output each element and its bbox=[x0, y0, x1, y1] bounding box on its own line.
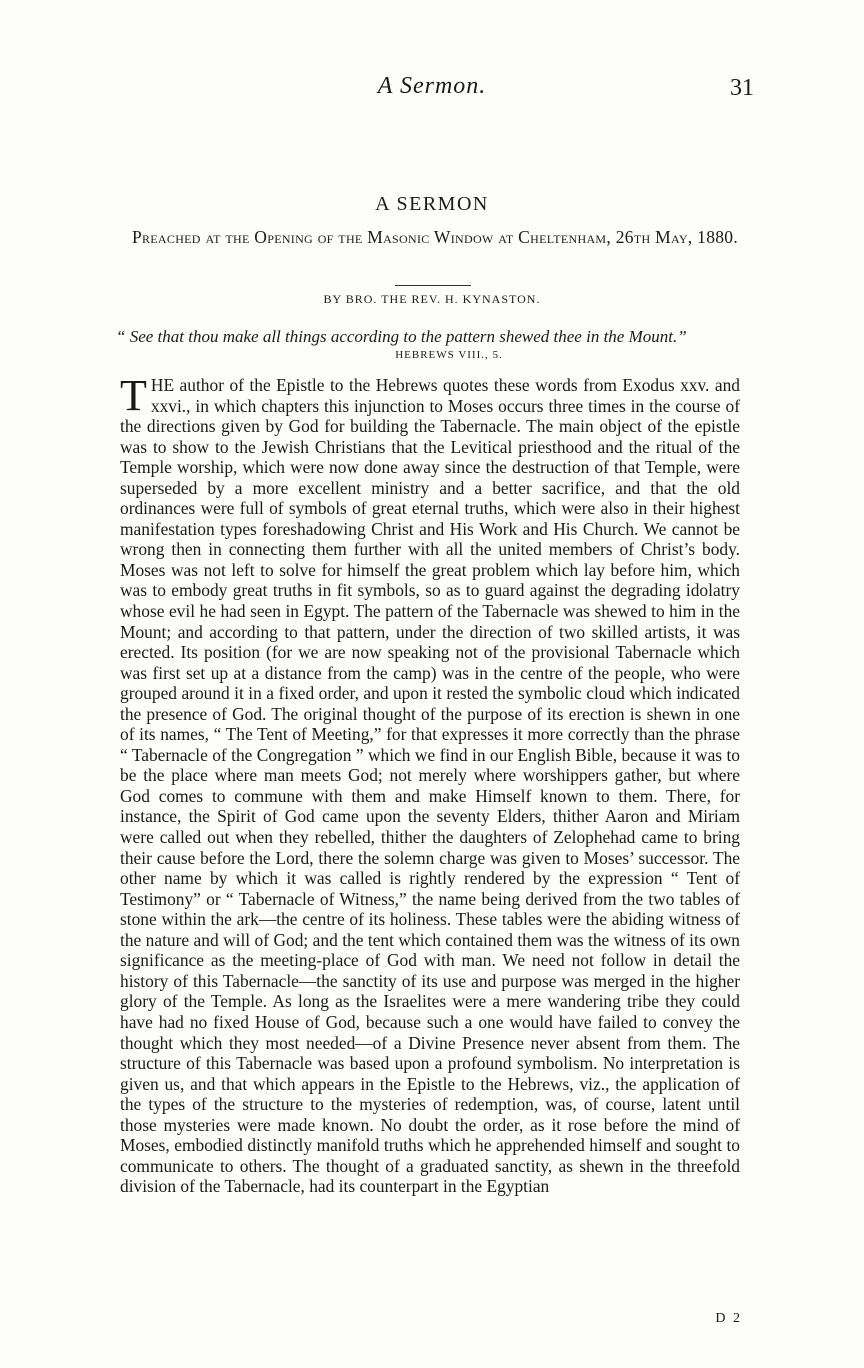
sermon-title: A SERMON bbox=[375, 193, 489, 215]
sermon-body bbox=[120, 371, 740, 1197]
body-paragraph: HE author of the Epistle to the Hebrews quotes these words from Exodus xxv. and xxvi., in which chapters this injunction to Moses occurs three times in the course of the directions given by God for building the Tabernacle. The main object of the epistle was to show to the Jewish Christians that the Levitical priesthood and the ritual of the Temple worship, which were now done away since the destruction of that Temple, were superseded by a more excellent ministry and a better sacrifice, and that the old ordinances were full of symbols of great eternal truths, which were also in their highest manifestation types foreshadowing Christ and His Work and His Church. We cannot be wrong then in connecting them further with all the united members of Christ’s body. Moses was not left to solve for himself the great problem which lay before him, which was to embody great truths in fit symbols, so as to guard against the degrading idolatry whose evil he had seen in Egypt. The pattern of the Tabernacle was shewed to him in the Mount; and according to that pattern, under the direction of two skilled artists, it was erected. Its position (for we are now speaking not of the provisional Tabernacle which was first set up at a distance from the camp) was in the centre of the people, who were grouped around it in a fixed order, and upon it rested the symbolic cloud which indicated the presence of God. The original thought of the purpose of its erection is shewn in one of its names, “ The Tent of Meeting,” for that expresses it more correctly than the phrase “ Tabernacle of the Congregation ” which we find in our English Bible, because it was to be the place where man meets God; not merely where worshippers gather, but where God comes to commune with them and make Himself known to them. There, for instance, the Spirit of God came upon the seventy Elders, thither Aaron and Miriam were called out when they rebelled, thither the daughters of Zelophehad came to bring their cause before the Lord, there the solemn charge was given to Moses’ successor. The other name by which it was called is rightly rendered by the expression “ Tent of Testimony” or “ Tabernacle of Witness,” the name being derived from the two tables of stone within the ark—the centre of its holiness. These tables were the abiding witness of the nature and will of God; and the tent which contained them was the witness of its own significance as the meeting-place of God with man. We need not follow in detail the history of this Tabernacle—the sanctity of its use and purpose was merged in the higher glory of the Temple. As long as the Israelites were a mere wandering tribe they could have had no fixed House of God, because such a one would have failed to convey the thought which they most needed—of a Divine Presence never absent from them. The structure of this Tabernacle was based upon a profound symbolism. No interpretation is given us, and that which appears in the Epistle to the Hebrews, viz., the application of the types of the structure to the mysteries of redemption, was, of course, latent until those mysteries were made known. No doubt the order, as it rose before the mind of Moses, embodied distinctly manifold truths which he apprehended himself and sought to communicate to others. The thought of a graduated sanctity, as shewn in the threefold division of the Tabernacle, had its counterpart in the Egyptian bbox=[120, 375, 740, 1197]
running-title: A Sermon. bbox=[377, 73, 487, 99]
epigraph-citation: HEBREWS VIII., 5. bbox=[395, 349, 503, 361]
drop-cap: T bbox=[120, 371, 147, 420]
page-number: 31 bbox=[730, 75, 754, 101]
epigraph: “ See that thou make all things according to the pattern shewed thee in the Mount.” bbox=[116, 327, 687, 346]
signature-mark: D 2 bbox=[715, 1311, 742, 1326]
sermon-subtitle: Preached at the Opening of the Masonic Window at Cheltenham, 26th May, 1880. bbox=[131, 227, 739, 247]
running-head bbox=[0, 73, 864, 107]
author-byline: BY BRO. THE REV. H. KYNASTON. bbox=[323, 292, 541, 306]
title-rule bbox=[395, 285, 471, 286]
